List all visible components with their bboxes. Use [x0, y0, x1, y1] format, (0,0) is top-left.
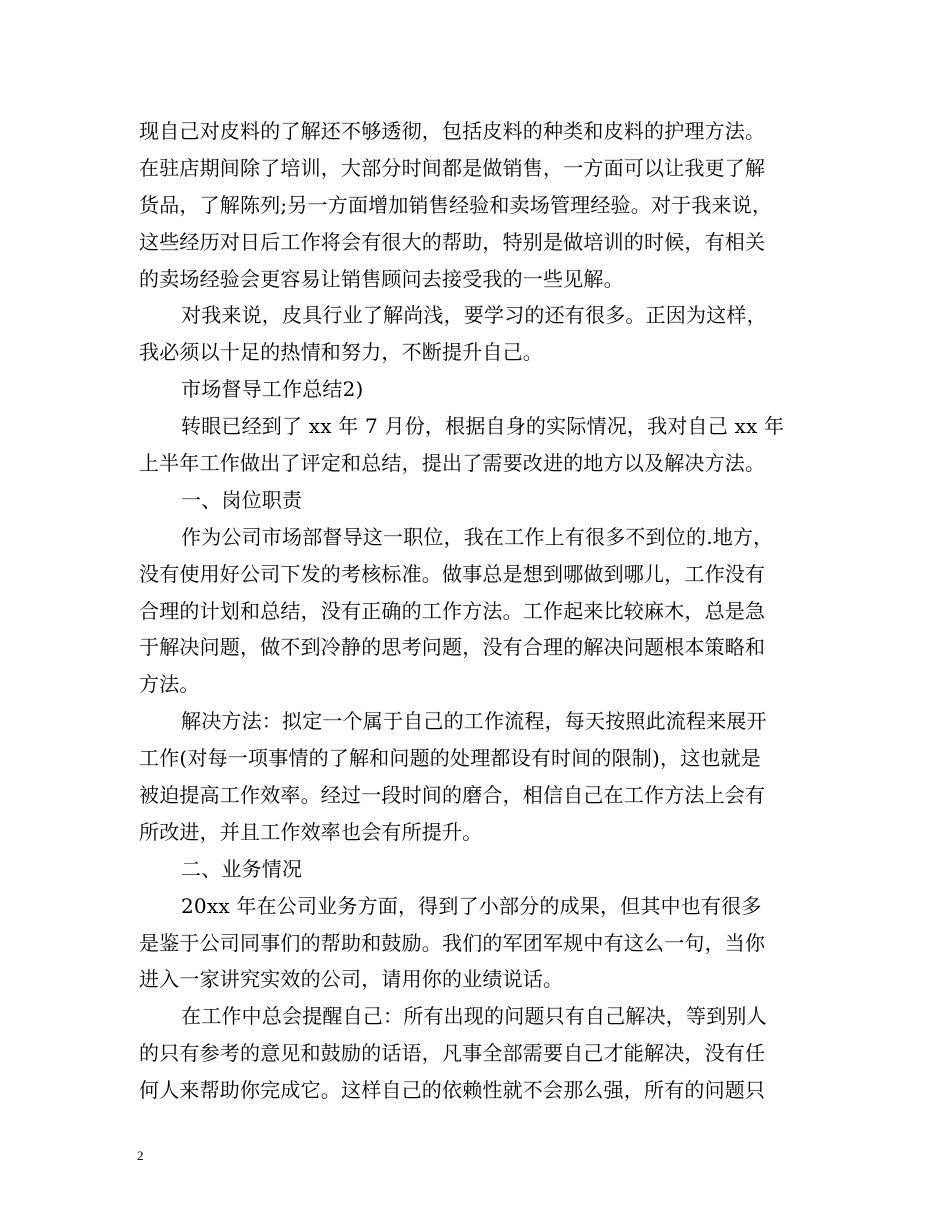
text-line: 货品，了解陈列;另一方面增加销售经验和卖场管理经验。对于我来说，: [139, 192, 773, 217]
text-line: 这些经历对日后工作将会有很大的帮助，特别是做培训的时候，有相关: [139, 229, 766, 254]
text-line: 没有使用好公司下发的考核标准。做事总是想到哪做到哪儿，工作没有: [139, 561, 766, 586]
text-line: 作为公司市场部督导这一职位，我在工作上有很多不到位的.地方，: [181, 524, 774, 549]
text-line: 是鉴于公司同事们的帮助和鼓励。我们的军团军规中有这么一句，当你: [139, 930, 766, 955]
text-line: 的卖场经验会更容易让销售顾问去接受我的一些见解。: [139, 266, 624, 291]
text-line: 解决方法：拟定一个属于自己的工作流程，每天按照此流程来展开: [181, 709, 767, 734]
text-line: 一、岗位职责: [181, 487, 303, 512]
text-line: 方法。: [139, 672, 200, 697]
page-number: 2: [137, 1148, 144, 1163]
text-line: 对我来说，皮具行业了解尚浅，要学习的还有很多。正因为这样，: [181, 303, 767, 328]
text-line: 二、业务情况: [181, 856, 303, 881]
text-line: 何人来帮助你完成它。这样自己的依赖性就不会那么强，所有的问题只: [139, 1078, 766, 1103]
text-line: 于解决问题，做不到冷静的思考问题，没有合理的解决问题根本策略和: [139, 635, 766, 660]
text-line: 被迫提高工作效率。经过一段时间的磨合，相信自己在工作方法上会有: [139, 783, 766, 808]
text-line: 现自己对皮料的了解还不够透彻，包括皮料的种类和皮料的护理方法。: [139, 119, 766, 143]
text-line: 在工作中总会提醒自己：所有出现的问题只有自己解决，等到别人: [181, 1004, 767, 1029]
text-line: 所改进，并且工作效率也会有所提升。: [139, 819, 483, 844]
text-line: 工作(对每一项事情的了解和问题的处理都设有时间的限制)，这也就是: [139, 746, 762, 771]
text-line: 在驻店期间除了培训，大部分时间都是做销售，一方面可以让我更了解: [139, 155, 766, 180]
text-line: 20xx 年在公司业务方面，得到了小部分的成果，但其中也有很多: [181, 893, 762, 918]
body-text: [139, 113, 811, 1109]
text-line: 转眼已经到了 xx 年 7 月份，根据自身的实际情况，我对自己 xx 年: [181, 414, 785, 439]
text-line: 我必须以十足的热情和努力，不断提升自己。: [139, 340, 543, 365]
text-line: 上半年工作做出了评定和总结，提出了需要改进的地方以及解决方法。: [139, 451, 766, 476]
text-line: 市场督导工作总结2): [181, 377, 364, 402]
text-line: 的只有参考的意见和鼓励的话语，凡事全部需要自己才能解决，没有任: [139, 1041, 766, 1066]
text-line: 进入一家讲究实效的公司，请用你的业绩说话。: [139, 967, 564, 992]
text-line: 合理的计划和总结，没有正确的工作方法。工作起来比较麻木，总是急: [139, 598, 766, 623]
